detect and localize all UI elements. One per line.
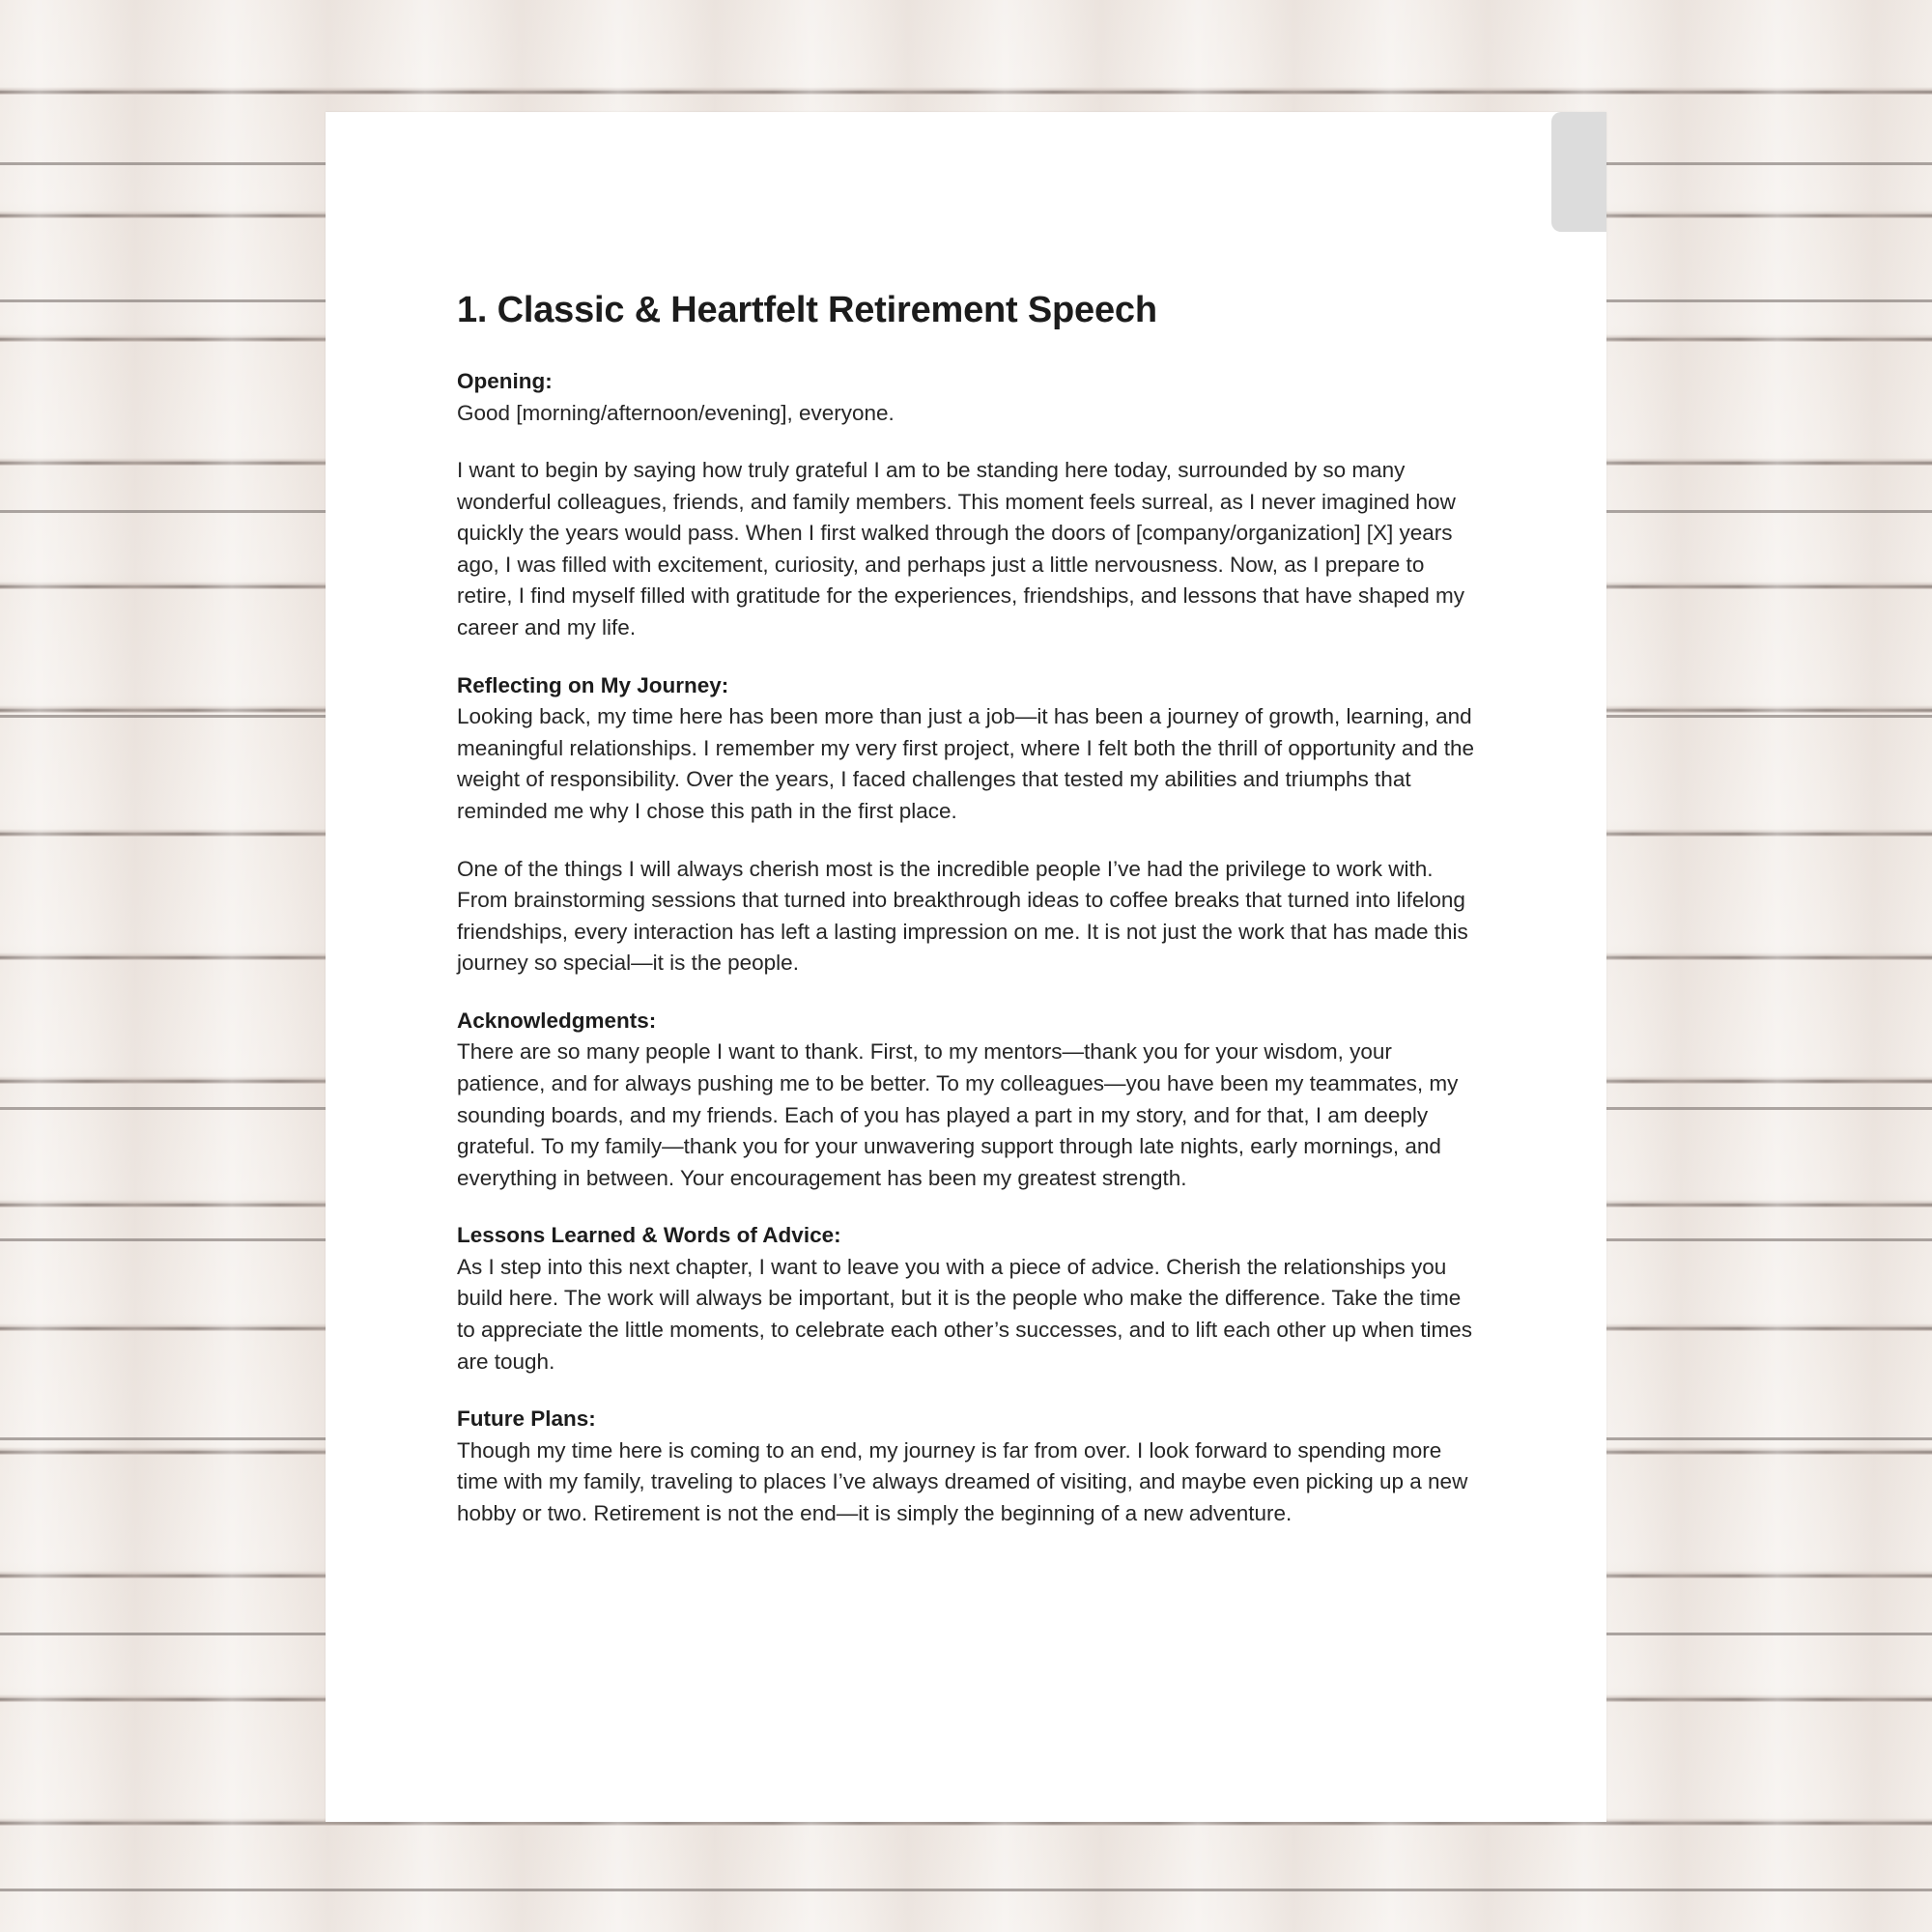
section-future-plans [457, 1404, 1481, 1529]
paragraph: Though my time here is coming to an end, my journey is far from over. I look forward to spending more time with my family, traveling to places I’ve always dreamed of visiting, and maybe even picking up a new hobby or two. Retirement is not the end—it is simply the beginning of a new adventure. [457, 1437, 1468, 1525]
section-acknowledgments [457, 1006, 1481, 1194]
plank-seam [0, 1889, 1932, 1891]
page-corner-tab [1551, 112, 1606, 232]
section-heading: Lessons Learned & Words of Advice: [457, 1223, 841, 1248]
section-opening [457, 366, 1481, 644]
paragraph: Good [morning/afternoon/evening], everyone. [457, 400, 895, 425]
document-content [457, 290, 1481, 1556]
paragraph: I want to begin by saying how truly grateful I am to be standing here today, surrounded by so many wonderful colleagues, friends, and family members. This moment feels surreal, as I never imagined how quickly the years would pass. When I first walked through the doors of [company/organization] [X] years ago, I was filled with excitement, curiosity, and perhaps just a little nervousness. Now, as I prepare to retire, I find myself filled with gratitude for the experiences, friendships, and lessons that have shaped my career and my life. [457, 458, 1465, 640]
paragraph: There are so many people I want to thank. First, to my mentors—thank you for your wisdom, your patience, and for always pushing me to be better. To my colleagues—you have been my teammates, my sounding boards, and my friends. Each of you has played a part in my story, and for that, I am deeply grateful. To my family—thank you for your unwavering support through late nights, early mornings, and everything in between. Your encouragement has been my greatest strength. [457, 1039, 1459, 1190]
paragraph: One of the things I will always cherish most is the incredible people I’ve had the privilege to work with. From brainstorming sessions that turned into breakthrough ideas to coffee breaks that turned into lifelong friendships, every interaction has left a lasting impression on me. It is not just the work that has made this journey so special—it is the people. [457, 856, 1468, 976]
section-heading: Opening: [457, 369, 553, 393]
paragraph: Looking back, my time here has been more than just a job—it has been a journey of growth, learning, and meaningful relationships. I remember my very first project, where I felt both the thrill of opportunity and the weight of responsibility. Over the years, I faced challenges that tested my abilities and triumphs that reminded me why I chose this path in the first place. [457, 704, 1474, 823]
section-heading: Future Plans: [457, 1406, 596, 1432]
section-reflecting [457, 670, 1481, 980]
section-lessons [457, 1220, 1481, 1378]
section-heading: Reflecting on My Journey: [457, 672, 729, 697]
document-title: 1. Classic & Heartfelt Retirement Speech [457, 290, 1157, 330]
paragraph: As I step into this next chapter, I want to leave you with a piece of advice. Cherish the relationships you build here. The work will always be important, but it is the people who make the difference. Take the time to appreciate the little moments, to celebrate each other’s successes, and to lift each other up when times are tough. [457, 1254, 1472, 1374]
section-heading: Acknowledgments: [457, 1008, 657, 1033]
